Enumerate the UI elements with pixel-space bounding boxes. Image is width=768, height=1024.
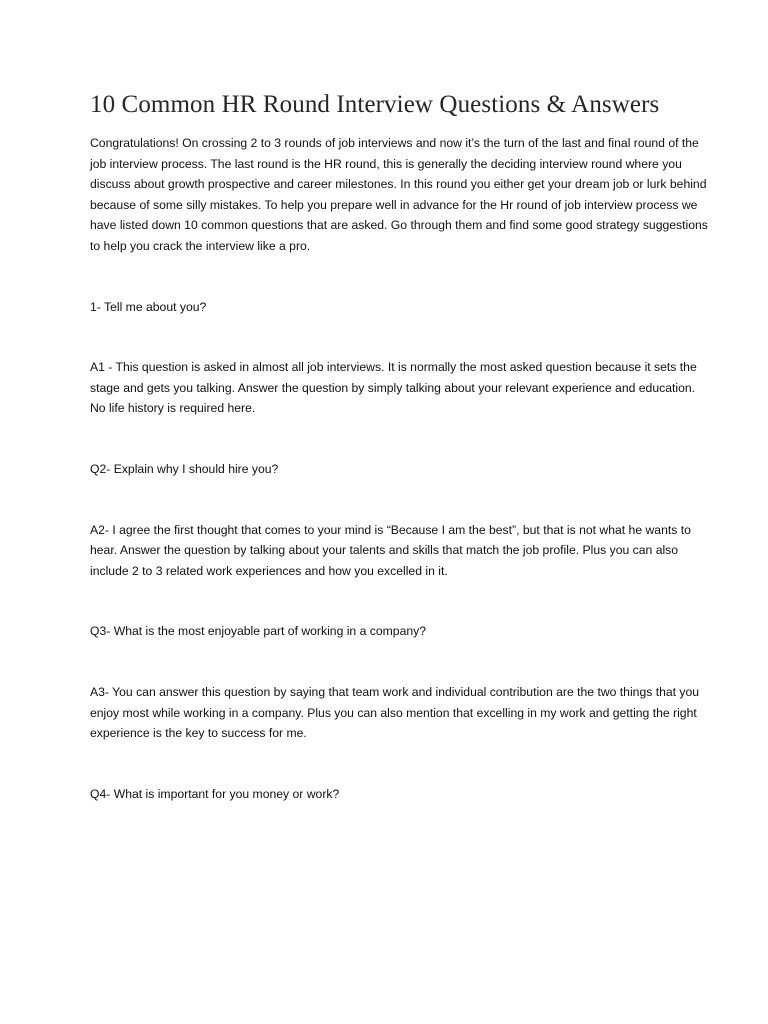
answer-2: A2- I agree the first thought that comes to your mind is “Because I am the best”, but that is not what he wants to hear. Answer the question by talking about your talents and skills that match the job profile. Plus you can also include 2 to 3 related work experiences and how you excelled in it. [90,522,691,578]
document-title: 10 Common HR Round Interview Questions & Answers [90,91,660,118]
answer-1: A1 - This question is asked in almost all job interviews. It is normally the most asked question because it sets the stage and gets you talking. Answer the question by simply talking about your relevant experience and education. No life history is required here. [90,360,697,416]
question-1: 1- Tell me about you? [90,299,207,314]
question-4: Q4- What is important for you money or work? [90,786,340,801]
question-3: Q3- What is the most enjoyable part of working in a company? [90,624,426,639]
question-2: Q2- Explain why I should hire you? [90,461,279,476]
intro-paragraph: Congratulations! On crossing 2 to 3 rounds of job interviews and now it’s the turn of the last and final round of the job interview process. The last round is the HR round, this is generally the deciding interview round where you discuss about growth prospective and career milestones. In this round you either get your dream job or lurk behind because of some silly mistakes. To help you prepare well in advance for the Hr round of job interview process we have listed down 10 common questions that are asked. Go through them and find some good strategy suggestions to help you crack the interview like a pro. [90,136,708,253]
answer-3: A3- You can answer this question by saying that team work and individual contribution are the two things that you enjoy most while working in a company. Plus you can also mention that excelling in my work and getting the right experience is the key to success for me. [90,684,700,741]
